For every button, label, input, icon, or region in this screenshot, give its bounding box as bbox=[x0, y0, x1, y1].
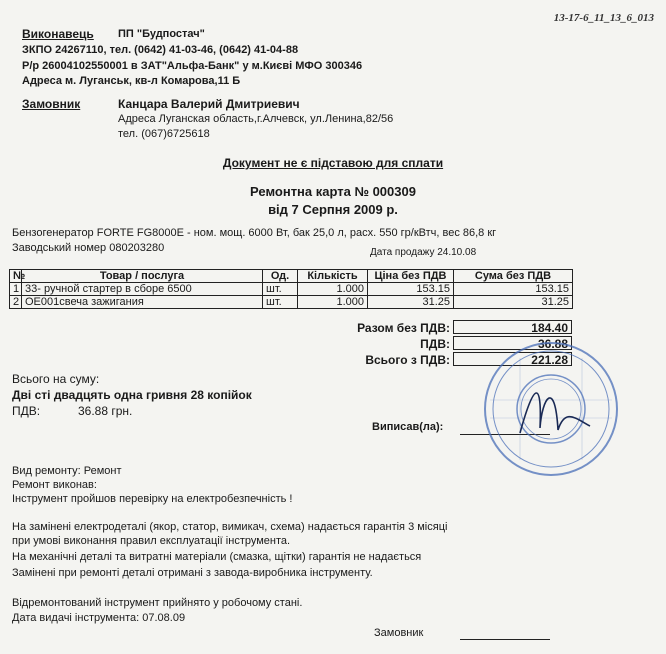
customer-label: Замовник bbox=[22, 97, 81, 111]
contractor-codes: ЗКПО 24267110, тел. (0642) 41-03-46, (0642) 41-04-88 bbox=[22, 44, 299, 56]
repair-done-label: Ремонт виконав: bbox=[12, 479, 97, 491]
customer-signature-line bbox=[460, 639, 550, 640]
table-row bbox=[10, 296, 573, 309]
document-title: Ремонтна карта № 000309 bbox=[250, 184, 416, 199]
col-header-price: Ціна без ПДВ bbox=[368, 270, 454, 283]
warranty-line-3: На механічні деталі та витратні матеріали (смазка, щітки) гарантія не надається bbox=[12, 551, 422, 563]
contractor-name: ПП "Будпостач" bbox=[118, 28, 205, 40]
warranty-line-1: На замінені електродеталі (якор, статор, вимикач, схема) надається гарантія 3 місяці bbox=[12, 521, 448, 533]
items-table bbox=[9, 269, 573, 309]
cell-item: OE001свеча зажигания bbox=[22, 296, 263, 309]
cell-unit: шт. bbox=[263, 296, 298, 309]
cell-unit: шт. bbox=[263, 283, 298, 296]
cell-price: 153.15 bbox=[368, 283, 454, 296]
vat-line-label: ПДВ: bbox=[12, 404, 41, 418]
net-total-value: 184.40 bbox=[453, 320, 572, 334]
col-header-sum: Сума без ПДВ bbox=[454, 270, 573, 283]
contractor-address: Адреса м. Луганськ, кв-л Комарова,11 Б bbox=[22, 75, 241, 87]
safety-check-note: Інструмент пройшов перевірку на електробезпечність ! bbox=[12, 493, 293, 505]
customer-name: Канцара Валерий Дмитриевич bbox=[118, 97, 300, 111]
seal-stamp bbox=[480, 338, 622, 480]
cell-sum: 153.15 bbox=[454, 283, 573, 296]
issued-by-label: Виписав(ла): bbox=[372, 421, 444, 433]
sum-label: Всього на суму: bbox=[12, 372, 100, 386]
cell-quantity: 1.000 bbox=[298, 296, 368, 309]
sum-in-words: Дві сті двадцять одна гривня 28 копійок bbox=[12, 388, 252, 402]
customer-phone: тел. (067)6725618 bbox=[118, 128, 210, 140]
col-header-quantity: Кількість bbox=[298, 270, 368, 283]
document-date: від 7 Серпня 2009 р. bbox=[268, 202, 398, 217]
warranty-line-2: при умові виконання правил експлуатації інструмента. bbox=[12, 535, 291, 547]
gross-total-label: Всього з ПДВ: bbox=[365, 353, 450, 367]
cell-item: 33- ручной стартер в сборе 6500 bbox=[22, 283, 263, 296]
net-total-label: Разом без ПДВ: bbox=[357, 321, 450, 335]
col-header-item: Товар / послуга bbox=[22, 270, 263, 283]
document-code: 13-17-6_11_13_6_013 bbox=[553, 12, 654, 24]
warranty-line-4: Замінені при ремонті деталі отримані з завода-виробника інструменту. bbox=[12, 567, 373, 579]
vat-total-label: ПДВ: bbox=[420, 337, 450, 351]
cell-quantity: 1.000 bbox=[298, 283, 368, 296]
customer-address: Адреса Луганская область,г.Алчевск, ул.Ленина,82/56 bbox=[118, 113, 394, 125]
col-header-number: № bbox=[10, 270, 22, 283]
accepted-note: Відремонтований інструмент прийнято у робочому стані. bbox=[12, 597, 303, 609]
vat-line-value: 36.88 грн. bbox=[78, 404, 133, 418]
repair-type: Вид ремонту: Ремонт bbox=[12, 465, 122, 477]
gross-total-value: 221.28 bbox=[453, 352, 572, 366]
cell-price: 31.25 bbox=[368, 296, 454, 309]
product-description: Бензогенератор FORTE FG8000E - ном. мощ. 6000 Вт, бак 25,0 л, расх. 550 гр/кВтч, вес 86,8 кг bbox=[12, 227, 497, 239]
customer-signature-label: Замовник bbox=[374, 627, 424, 639]
sale-date: Дата продажу 24.10.08 bbox=[370, 247, 477, 258]
cell-number: 2 bbox=[10, 296, 22, 309]
notice-text: Документ не є підставою для сплати bbox=[222, 156, 444, 170]
col-header-unit: Од. bbox=[263, 270, 298, 283]
cell-number: 1 bbox=[10, 283, 22, 296]
cell-sum: 31.25 bbox=[454, 296, 573, 309]
serial-number: Заводський номер 080203280 bbox=[12, 242, 165, 254]
vat-total-value: 36.88 bbox=[453, 336, 572, 350]
contractor-label: Виконавець bbox=[22, 27, 94, 41]
contractor-account: Р/р 26004102550001 в ЗАТ"Альфа-Банк" у м.Києві МФО 300346 bbox=[22, 60, 363, 72]
table-row bbox=[10, 283, 573, 296]
table-header-row bbox=[10, 270, 573, 283]
issue-date: Дата видачі інструмента: 07.08.09 bbox=[12, 612, 186, 624]
